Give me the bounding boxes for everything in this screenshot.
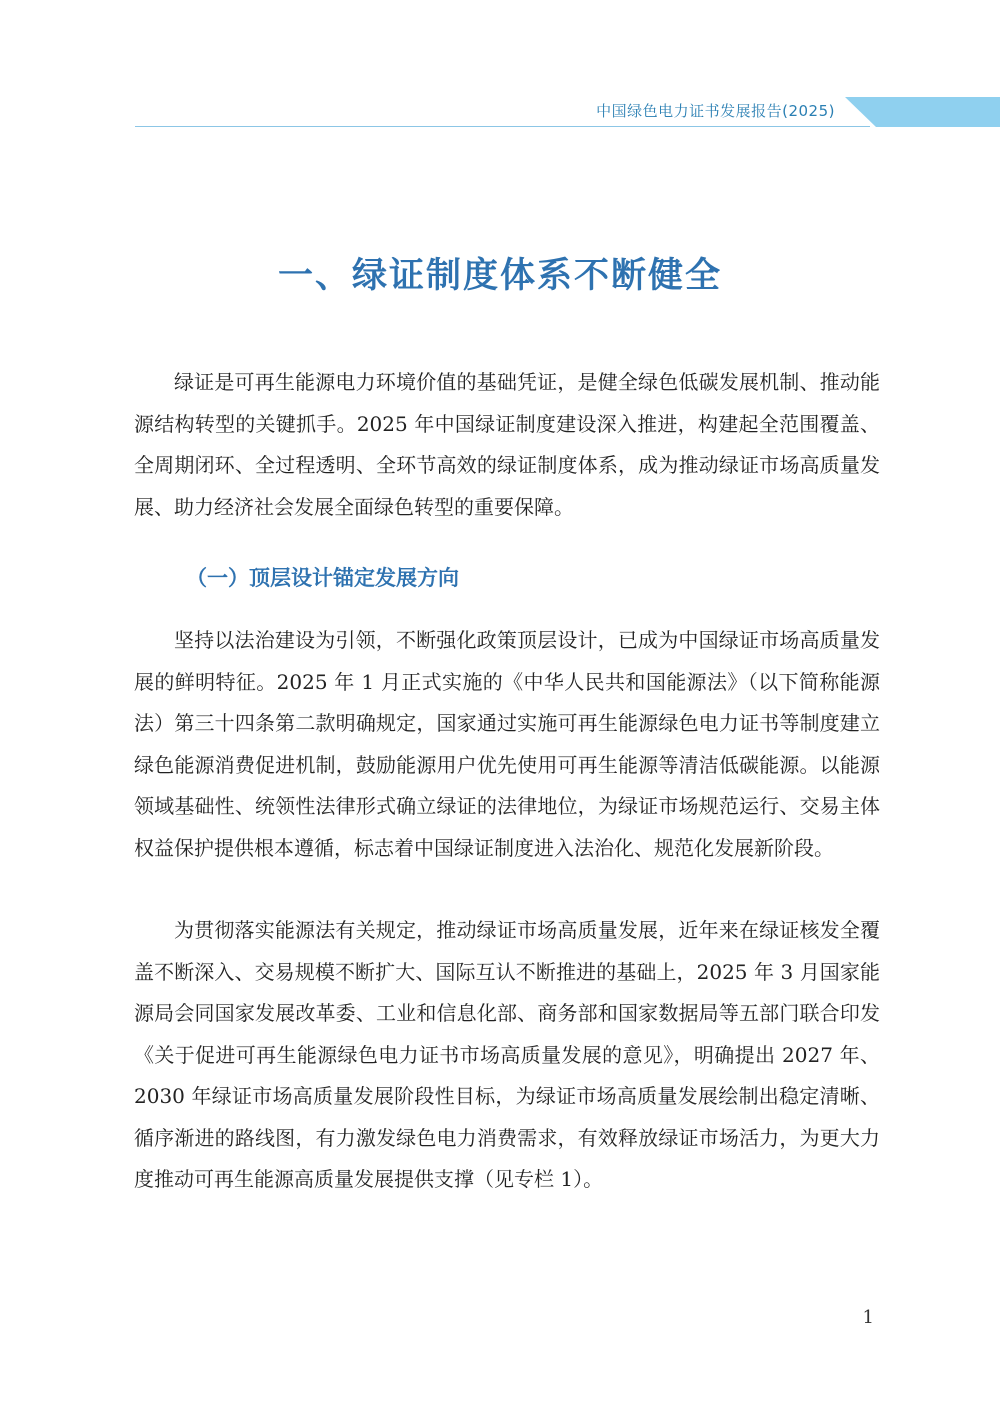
- header-accent-tab: [845, 97, 1000, 127]
- intro-paragraph: 绿证是可再生能源电力环境价值的基础凭证，是健全绿色低碳发展机制、推动能源结构转型的关键抓手。2025 年中国绿证制度建设深入推进，构建起全范围覆盖、全周期闭环、全过程透明、全环节高效的绿证制度体系，成为推动绿证市场高质量发展、助力经济社会发展全面绿色转型的重要保障。: [134, 370, 880, 519]
- running-header: [0, 0, 1000, 140]
- section-title: （一）顶层设计锚定发展方向: [186, 566, 459, 590]
- header-divider: [135, 126, 870, 127]
- running-header-title: 中国绿色电力证书发展报告(2025): [596, 102, 835, 120]
- body-paragraph-2: 为贯彻落实能源法有关规定，推动绿证市场高质量发展，近年来在绿证核发全覆盖不断深入、交易规模不断扩大、国际互认不断推进的基础上，2025 年 3 月国家能源局会同国家发展改革委、工业和信息化部、商务部和国家数据局等五部门联合印发《关于促进可再生能源绿色电力证书市场高质量发展的意见》，明确提出 2027 年、2030 年绿证市场高质量发展阶段性目标，为绿证市场高质量发展绘制出稳定清晰、循序渐进的路线图，有力激发绿色电力消费需求，有效释放绿证市场活力，为更大力度推动可再生能源高质量发展提供支撑（见专栏 1）。: [134, 918, 880, 1191]
- chapter-title: 一、绿证制度体系不断健全: [277, 256, 722, 296]
- body-paragraph-1: 坚持以法治建设为引领，不断强化政策顶层设计，已成为中国绿证市场高质量发展的鲜明特征。2025 年 1 月正式实施的《中华人民共和国能源法》（以下简称能源法）第三十四条第二款明确规定，国家通过实施可再生能源绿色电力证书等制度建立绿色能源消费促进机制，鼓励能源用户优先使用可再生能源等清洁低碳能源。以能源领域基础性、统领性法律形式确立绿证的法律地位，为绿证市场规范运行、交易主体权益保护提供根本遵循，标志着中国绿证制度进入法治化、规范化发展新阶段。: [134, 628, 880, 860]
- page-number: 1: [862, 1307, 874, 1328]
